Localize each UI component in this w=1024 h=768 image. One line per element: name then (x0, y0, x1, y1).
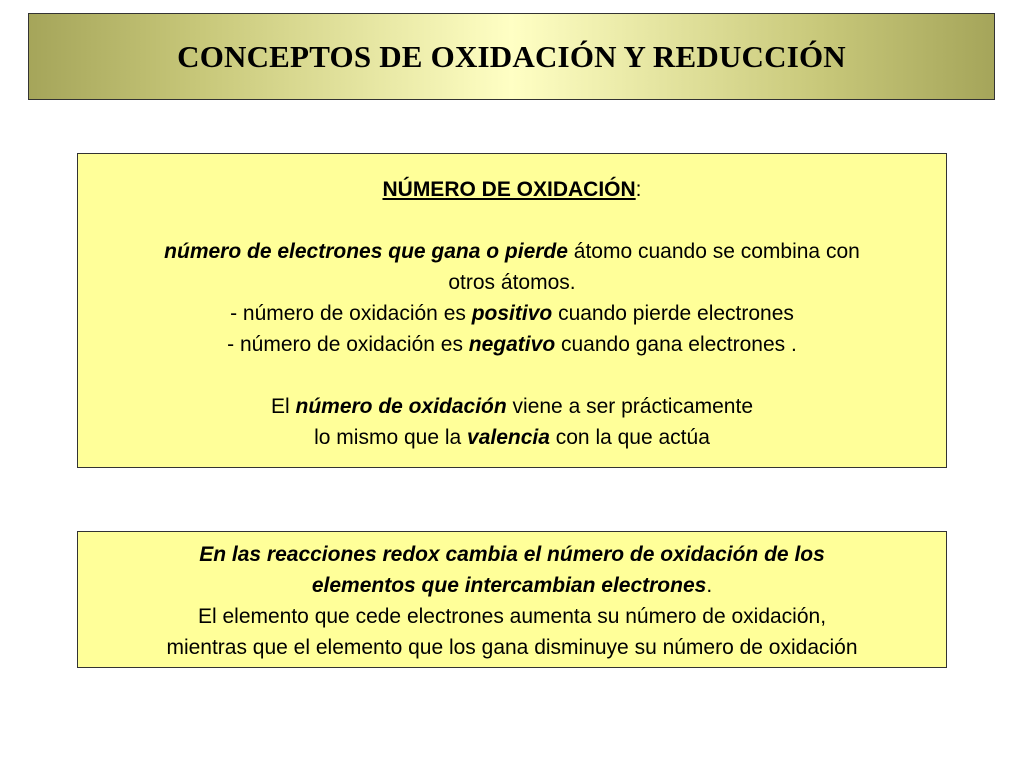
heading-colon: : (635, 178, 642, 201)
positive-text-post: cuando pierde electrones (552, 302, 794, 325)
oxidation-number-heading: NÚMERO DE OXIDACIÓN (382, 178, 636, 201)
redox-box (77, 531, 947, 668)
positive-text-pre: - número de oxidación es (230, 302, 472, 325)
definition-line-1 (78, 236, 946, 267)
valence-text-pre: El (270, 395, 296, 418)
redox-emphasis-2: elementos que intercambian electrones (311, 574, 707, 597)
valence-line-1 (78, 391, 946, 422)
valence-emphasis-1: número de oxidación (295, 395, 507, 418)
redox-line-2 (78, 570, 946, 601)
oxidation-number-box (77, 153, 947, 468)
definition-text: átomo cuando se combina con (567, 240, 860, 263)
redox-line-4: mientras que el elemento que los gana disminuye su número de oxidación (166, 636, 858, 659)
valence-2-text-post: con la que actúa (549, 426, 710, 449)
redox-line-3: El elemento que cede electrones aumenta su número de oxidación, (197, 605, 827, 628)
negative-emphasis: negativo (468, 333, 556, 356)
negative-text-pre: - número de oxidación es (227, 333, 469, 356)
definition-line-2: otros átomos. (448, 271, 576, 294)
valence-line-2 (78, 422, 946, 453)
valence-emphasis-2: valencia (467, 426, 550, 449)
page-title: CONCEPTOS DE OXIDACIÓN Y REDUCCIÓN (177, 38, 846, 74)
oxidation-number-heading-line (78, 174, 946, 205)
spacer (78, 205, 946, 236)
negative-text-post: cuando gana electrones . (555, 333, 797, 356)
definition-emphasis: número de electrones que gana o pierde (164, 240, 568, 263)
negative-line (78, 329, 946, 360)
redox-line-1: En las reacciones redox cambia el número de oxidación de los (199, 543, 825, 566)
valence-2-text-pre: lo mismo que la (314, 426, 468, 449)
title-banner (28, 13, 995, 100)
spacer (78, 360, 946, 391)
positive-line (78, 298, 946, 329)
positive-emphasis: positivo (471, 302, 553, 325)
valence-text-post: viene a ser prácticamente (506, 395, 753, 418)
redox-period: . (706, 574, 713, 597)
